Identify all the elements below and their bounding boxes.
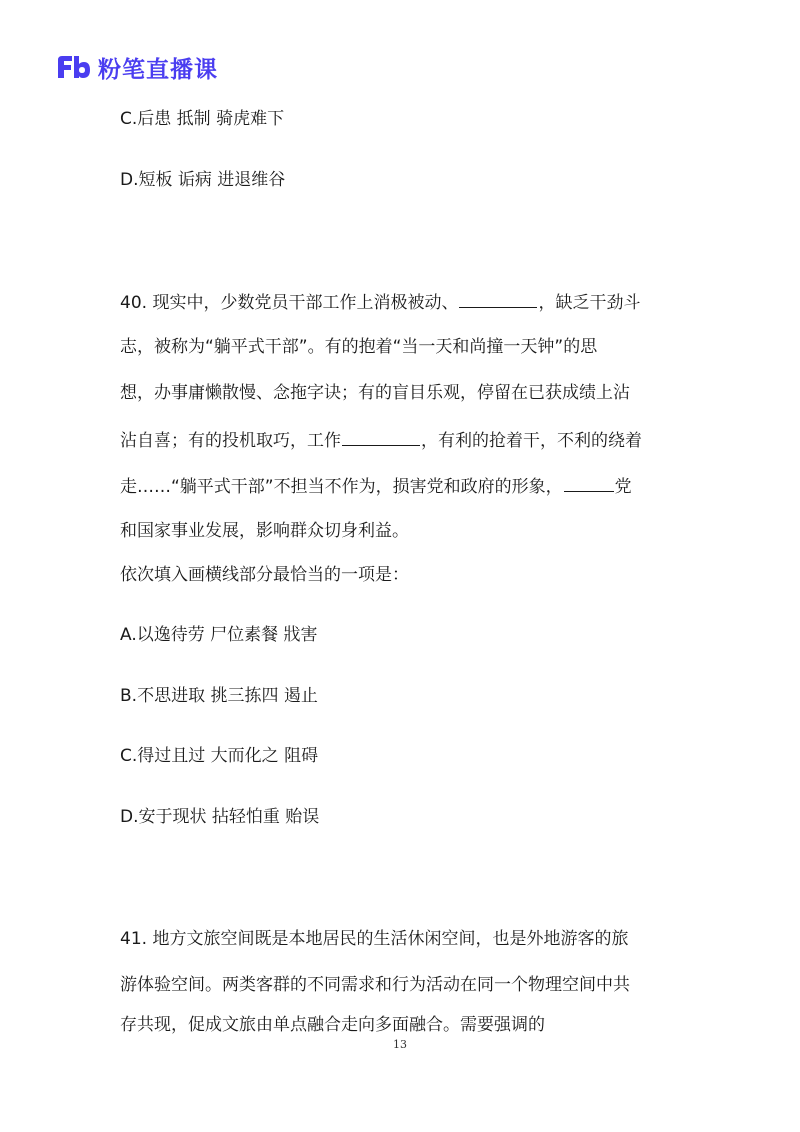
q40-option-a: A.以逸待劳 尸位素餐 戕害 [120,625,318,645]
q40-stem-text: 党 [614,477,632,497]
q41-stem-line-3: 存共现，促成文旅由单点融合走向多面融合。需要强调的 [120,1015,545,1035]
q40-stem-line-1 [120,289,640,315]
answer-blank-1 [459,289,537,308]
q40-option-d: D.安于现状 拈轻怕重 贻误 [120,807,320,827]
answer-blank-2 [342,427,420,446]
q41-stem-line-2: 游体验空间。两类客群的不同需求和行为活动在同一个物理空间中共 [120,975,630,995]
answer-blank-3 [564,473,614,492]
q40-stem-line-3: 想，办事庸懒散慢、念拖字诀；有的盲目乐观，停留在已获成绩上沾 [120,383,630,403]
fb-logo-icon [56,54,92,80]
q40-stem-line-5 [120,473,632,499]
q41-stem-line-1: 41. 地方文旅空间既是本地居民的生活休闲空间，也是外地游客的旅 [120,929,629,949]
q40-option-c: C.得过且过 大而化之 阻碍 [120,746,319,766]
q39-option-c: C.后患 抵制 骑虎难下 [120,109,285,129]
brand-header [56,50,218,84]
q40-prompt: 依次填入画横线部分最恰当的一项是： [120,565,409,585]
q40-stem-text: 沾自喜；有的投机取巧，工作 [120,431,341,451]
q40-stem-text: 40. 现实中，少数党员干部工作上消极被动、 [120,293,459,313]
page-number: 13 [393,1038,407,1051]
q40-stem-text: 走……“躺平式干部”不担当不作为，损害党和政府的形象， [120,477,563,497]
q39-option-d: D.短板 诟病 进退维谷 [120,170,286,190]
q40-stem-line-6: 和国家事业发展，影响群众切身利益。 [120,521,409,541]
q40-option-b: B.不思进取 挑三拣四 遏止 [120,686,318,706]
q40-stem-text: ，有利的抢着干，不利的绕着 [421,431,642,451]
q40-stem-line-2: 志，被称为“躺平式干部”。有的抱着“当一天和尚撞一天钟”的思 [120,337,598,357]
q40-stem-text: ，缺乏干劲斗 [538,293,641,313]
q40-stem-line-4 [120,427,642,453]
brand-name: 粉笔直播课 [98,56,218,83]
